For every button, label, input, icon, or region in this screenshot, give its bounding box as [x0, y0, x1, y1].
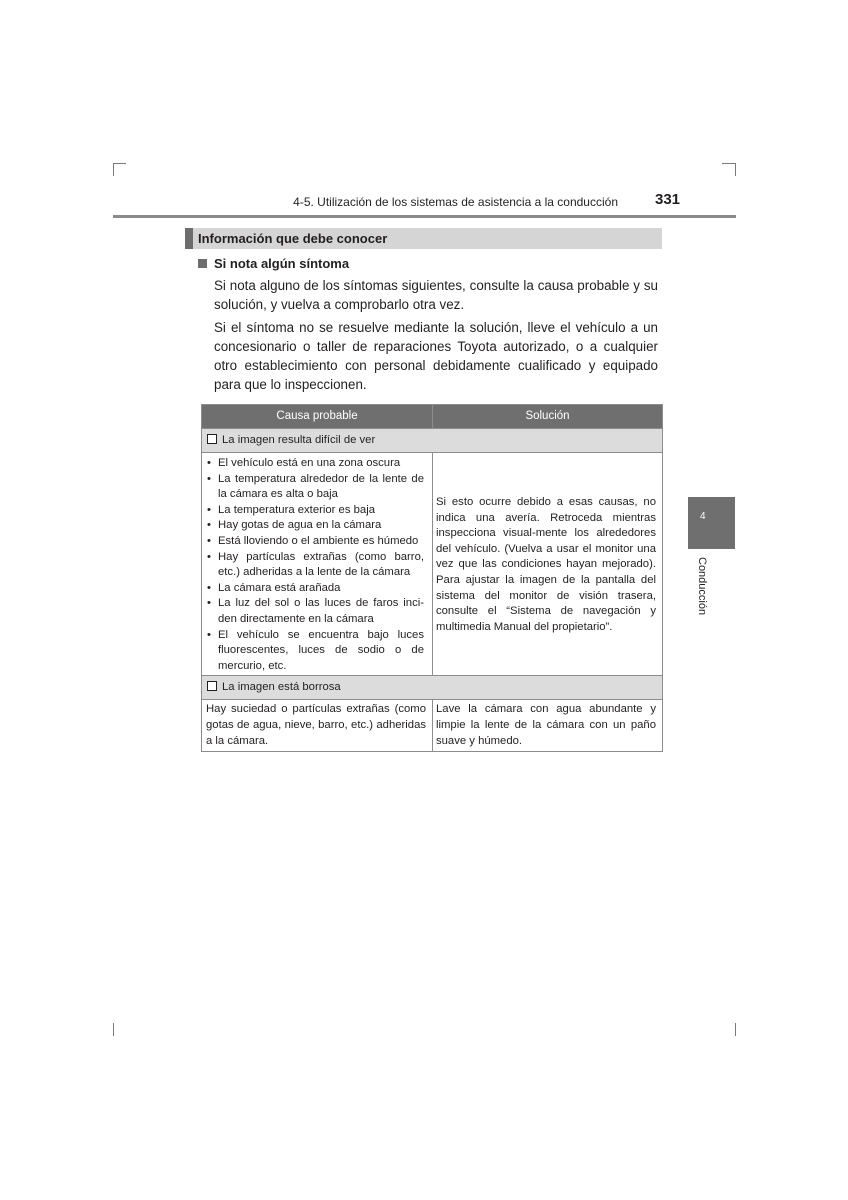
header-rule: [113, 215, 736, 218]
list-item: • La temperatura exterior es baja: [206, 503, 424, 519]
group-title: [202, 429, 663, 453]
crop-mark-top-left-v: [113, 163, 114, 176]
crop-mark-top-right-h: [722, 163, 735, 164]
list-item: • La temperatura alrededor de la lente de la cámara es alta o baja: [206, 472, 424, 503]
crop-mark-bottom-right: [735, 1023, 736, 1036]
group-title: [202, 676, 663, 700]
table-header-row: [202, 405, 663, 429]
causes-list: [206, 456, 424, 674]
col-header-cause: Causa probable: [202, 405, 433, 429]
checkbox-icon: [207, 434, 217, 444]
crop-mark-top-left-h: [113, 163, 126, 164]
solution-cell: Si esto ocurre debido a esas causas, no indica una avería. Retroceda mientras inspecciona visual-mente los alrededores del vehículo. (Vuelva a usar el monitor una vez que las condiciones hayan mejorado). Para ajustar la imagen de la pantalla del sistema del monitor de visión trasera, consulte el “Sistema de navegación y multimedia Manual del propietario”.: [433, 453, 663, 676]
troubleshooting-table: [201, 404, 663, 752]
symptom-heading: [198, 256, 349, 271]
solution-cell: Lave la cámara con agua abundante y limpie la lente de la cámara con un paño suave y húmedo.: [433, 700, 663, 752]
list-item: • La luz del sol o las luces de faros inci-den directamente en la cámara: [206, 596, 424, 627]
header-section-title: 4-5. Utilización de los sistemas de asistencia a la conducción: [293, 195, 618, 209]
crop-mark-top-right-v: [735, 163, 736, 176]
group-row: [202, 429, 663, 453]
causes-cell: [202, 453, 433, 676]
list-item: • Está lloviendo o el ambiente es húmedo: [206, 534, 424, 550]
list-item: • Hay gotas de agua en la cámara: [206, 518, 424, 534]
chapter-tab: [688, 497, 735, 549]
group-title-text: La imagen está borrosa: [222, 681, 341, 694]
page-number: 331: [655, 191, 681, 208]
table-row: [202, 700, 663, 752]
chapter-number: 4: [700, 511, 706, 522]
paragraph-2: Si el síntoma no se resuelve mediante la solución, lleve el vehículo a un concesionario o taller de reparaciones Toyota autorizado, o a cualquier otro establecimiento con personal debidamente cualificado y equipado para que lo inspeccionen.: [214, 320, 658, 392]
paragraph-1: Si nota alguno de los síntomas siguientes, consulte la causa probable y su solución, y vuelva a comprobarlo otra vez.: [214, 278, 658, 312]
group-title-text: La imagen resulta difícil de ver: [222, 433, 376, 446]
list-item: • El vehículo está en una zona oscura: [206, 456, 424, 472]
symptom-heading-text: Si nota algún síntoma: [214, 256, 350, 271]
square-bullet-icon: [198, 259, 207, 268]
list-item: • El vehículo se encuentra bajo luces fluorescentes, luces de sodio o de mercurio, etc.: [206, 628, 424, 675]
group-row: [202, 676, 663, 700]
info-box-title: Información que debe conocer: [185, 228, 662, 249]
col-header-solution: Solución: [433, 405, 663, 429]
chapter-label: Conducción: [696, 557, 708, 616]
list-item: • Hay partículas extrañas (como barro, etc.) adheridas a la lente de la cámara: [206, 550, 424, 581]
causes-cell: Hay suciedad o partículas extrañas (como gotas de agua, nieve, barro, etc.) adheridas a la cámara.: [202, 700, 433, 752]
table-row: [202, 453, 663, 676]
checkbox-icon: [207, 681, 217, 691]
list-item: • La cámara está arañada: [206, 581, 424, 597]
crop-mark-bottom-left: [113, 1023, 114, 1036]
